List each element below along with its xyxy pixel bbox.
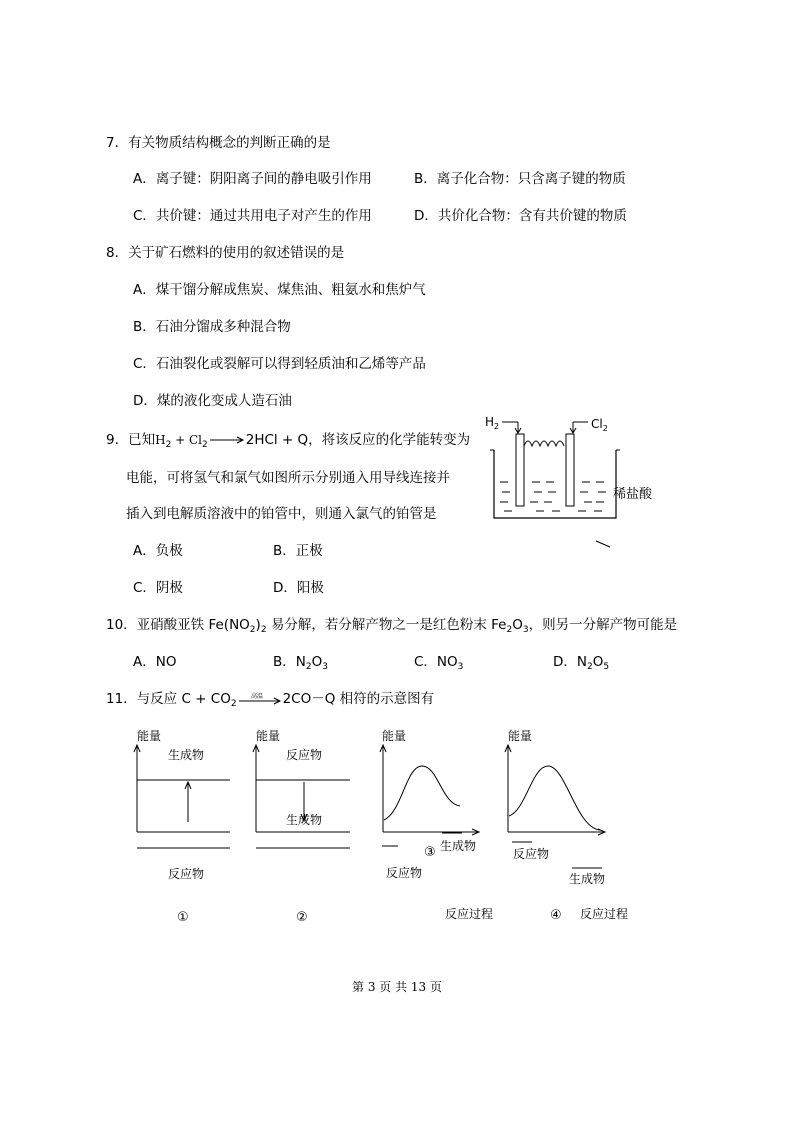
svg-text:③: ③ <box>424 845 436 860</box>
q8-option-a: A．煤干馏分解成焦炭、煤焦油、粗氨水和焦炉气 <box>133 282 426 298</box>
svg-text:生成物: 生成物 <box>569 872 606 886</box>
svg-text:高温: 高温 <box>250 693 263 700</box>
q9-number: 9． <box>106 432 129 448</box>
q9-h2-sub: 2 <box>165 440 172 450</box>
q8-option-b: B．石油分馏成多种混合物 <box>133 319 291 335</box>
svg-text:生成物: 生成物 <box>286 813 323 827</box>
svg-text:能量: 能量 <box>137 729 162 743</box>
energy-diagram-1 <box>134 728 230 925</box>
q9-lead: 已知 <box>128 432 156 448</box>
h2-label: $H_2$ <box>485 415 500 431</box>
q8-option-c: C．石油裂化或裂解可以得到轻质油和乙烯等产品 <box>133 356 426 372</box>
svg-text:①: ① <box>177 910 189 925</box>
q7-option-d: D．共价化合物：含有共价键的物质 <box>414 208 627 224</box>
q9-option-c: C．阴极 <box>133 580 183 596</box>
q9-option-b: B．正极 <box>273 543 323 559</box>
q8-option-d: D．煤的液化变成人造石油 <box>133 393 292 409</box>
q7-stem: 7．有关物质结构概念的判断正确的是 <box>106 135 331 151</box>
svg-text:能量: 能量 <box>382 729 407 743</box>
q7-option-b: B．离子化合物：只含离子键的物质 <box>414 171 626 187</box>
q9-h2: H <box>155 433 166 447</box>
energy-diagram-2 <box>253 728 350 925</box>
q9-option-a: A．负极 <box>133 543 183 559</box>
q9-line2: 电能，可将氢气和氯气如图所示分别通入用导线连接并 <box>126 470 450 486</box>
svg-text:反应物: 反应物 <box>168 867 205 881</box>
svg-text:生成物: 生成物 <box>168 748 205 762</box>
svg-text:反应物: 反应物 <box>386 866 423 880</box>
svg-text:反应物: 反应物 <box>513 847 550 861</box>
page-footer: 第 3 页 共 13 页 <box>352 980 442 994</box>
q9-eq-right: 2HCl + Q，将该反应的化学能转变为 <box>245 432 471 448</box>
q9-arrow <box>208 435 246 445</box>
energy-diagram-3 <box>380 728 493 921</box>
acid-label: 稀盐酸 <box>613 487 653 502</box>
q11-figures <box>120 720 640 930</box>
svg-text:反应过程: 反应过程 <box>445 907 494 921</box>
energy-diagrams <box>120 720 640 930</box>
electrolysis-cell-diagram <box>480 410 660 560</box>
q10-option-a: A．NO <box>133 654 177 670</box>
energy-diagram-4 <box>505 728 628 923</box>
q8-stem: 8．关于矿石燃料的使用的叙述错误的是 <box>106 245 345 261</box>
svg-text:②: ② <box>296 910 308 925</box>
q10-stem: 10．亚硝酸亚铁 $Fe(NO_2)_2$ 易分解，若分解产物之一是红色粉末 $Fe_2O_3$，则另一分解产物可能是 <box>106 617 678 635</box>
q9-option-d: D．阳极 <box>273 580 324 596</box>
q9-cl2: + Cl <box>171 433 202 447</box>
q7-option-c: C．共价键：通过共用电子对产生的作用 <box>133 208 372 224</box>
q10-option-c: C．$NO_3$ <box>414 654 464 672</box>
cl2-label: $Cl_2$ <box>591 417 608 433</box>
svg-text:④: ④ <box>550 908 562 923</box>
q11-arrow <box>237 692 283 706</box>
svg-text:能量: 能量 <box>256 729 281 743</box>
q9-figure <box>480 410 660 560</box>
svg-text:反应物: 反应物 <box>286 748 323 762</box>
svg-text:生成物: 生成物 <box>440 839 477 853</box>
svg-text:反应过程: 反应过程 <box>580 907 629 921</box>
q9-line3: 插入到电解质溶液中的铂管中，则通入氯气的铂管是 <box>126 506 437 522</box>
q11-stem: 11．与反应 $C + CO_2$ 高温 2CO－Q 相符的示意图有 <box>106 691 435 709</box>
q9-line1 <box>106 431 470 454</box>
svg-text:能量: 能量 <box>508 729 533 743</box>
q10-option-d: D．$N_2O_5$ <box>553 654 610 672</box>
q9-cl2-sub: 2 <box>202 440 208 450</box>
q10-option-b: B．$N_2O_3$ <box>273 654 328 672</box>
q7-option-a: A．离子键：阴阳离子间的静电吸引作用 <box>133 171 372 187</box>
